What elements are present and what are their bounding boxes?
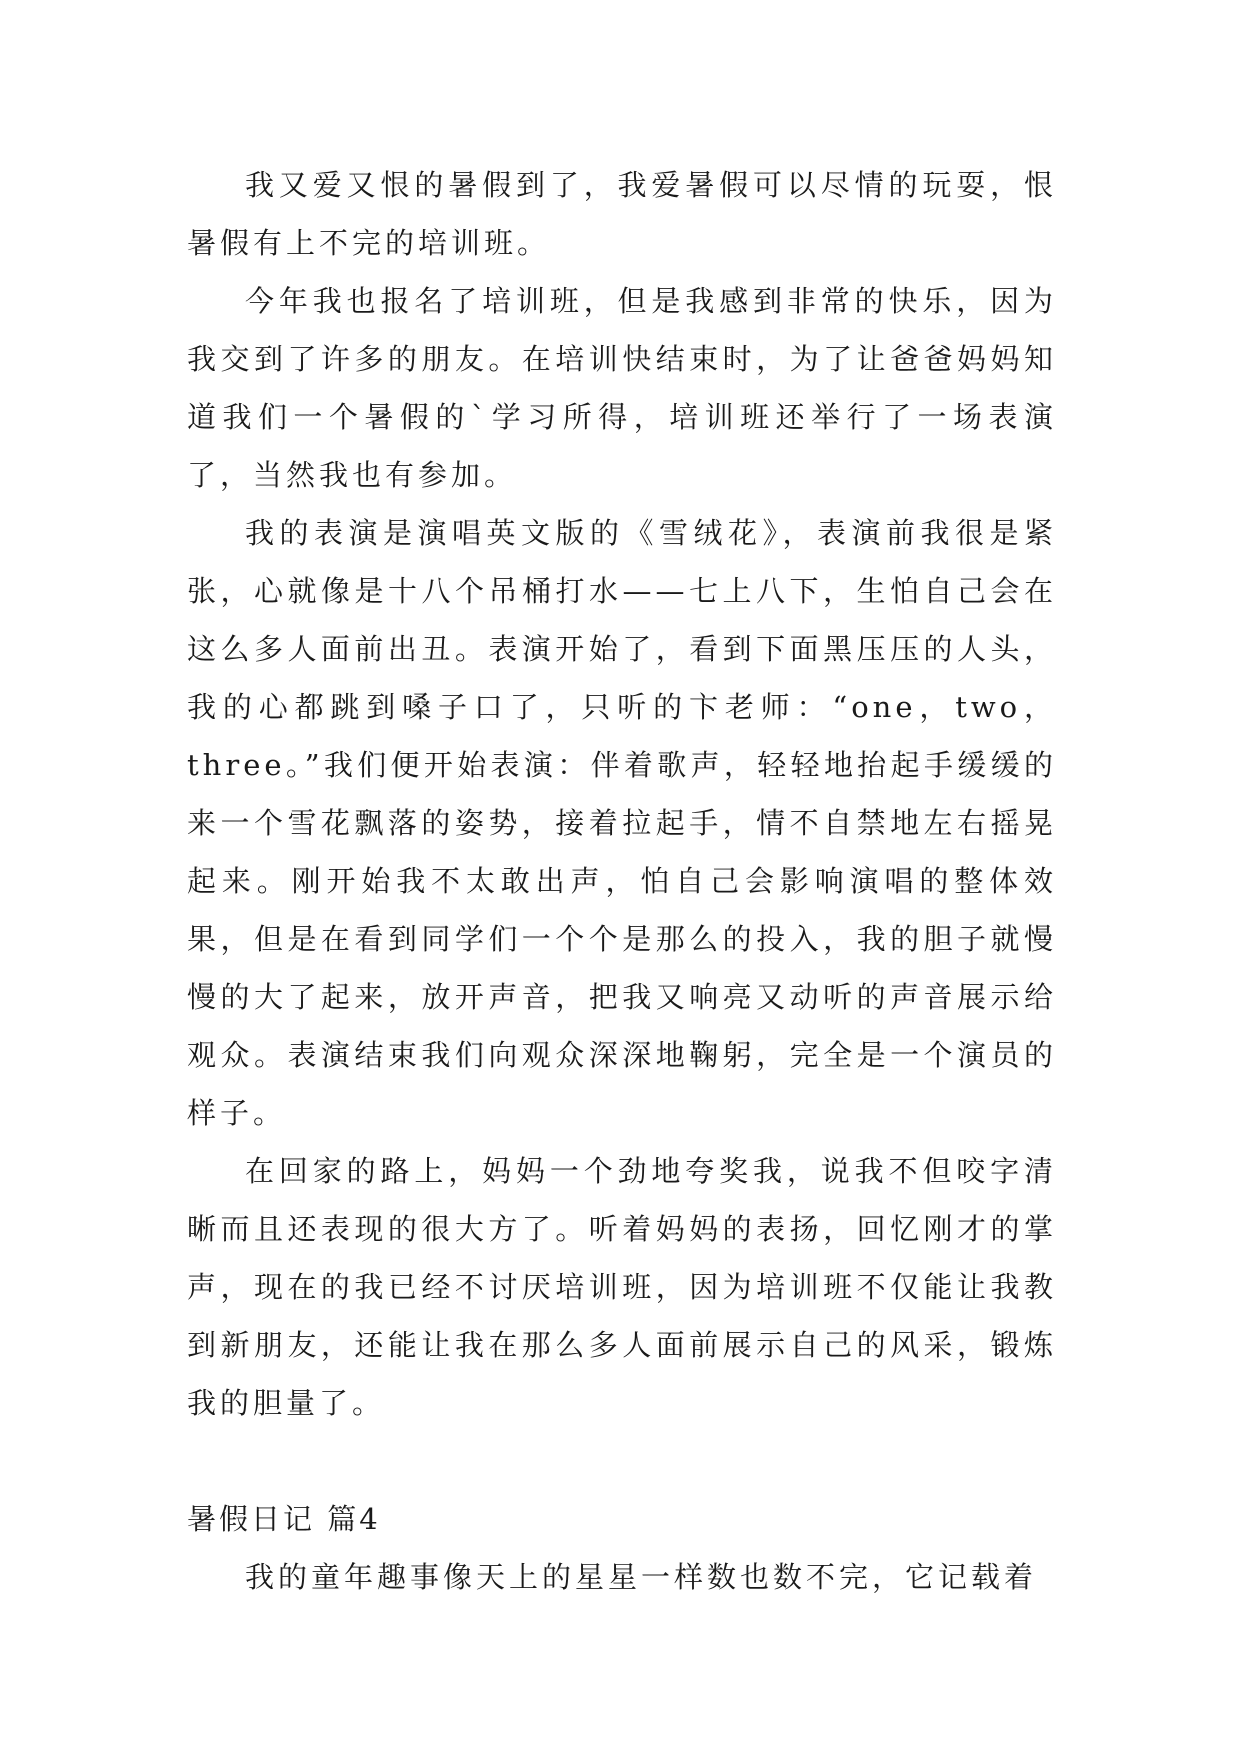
paragraph-2: 今年我也报名了培训班，但是我感到非常的快乐，因为我交到了许多的朋友。在培训快结束时，为了让爸爸妈妈知道我们一个暑假的`学习所得，培训班还举行了一场表演了，当然我也有参加。 [187,284,1057,492]
paragraph-5: 我的童年趣事像天上的星星一样数也数不完，它记载着 [245,1560,1038,1594]
blank-line [187,1432,1057,1490]
section-heading: 暑假日记 篇4 [187,1502,381,1536]
paragraph-4: 在回家的路上，妈妈一个劲地夸奖我，说我不但咬字清晰而且还表现的很大方了。听着妈妈的表扬，回忆刚才的掌声，现在的我已经不讨厌培训班，因为培训班不仅能让我教到新朋友，还能让我在那么多人面前展示自己的风采，锻炼我的胆量了。 [187,1154,1057,1420]
paragraph-3: 我的表演是演唱英文版的《雪绒花》，表演前我很是紧张，心就像是十八个吊桶打水——七上八下，生怕自己会在这么多人面前出丑。表演开始了，看到下面黑压压的人头，我的心都跳到嗓子口了，只听的卞老师：“one，two，three。”我们便开始表演：伴着歌声，轻轻地抬起手缓缓的来一个雪花飘落的姿势，接着拉起手，情不自禁地左右摇晃起来。刚开始我不太敢出声，怕自己会影响演唱的整体效果，但是在看到同学们一个个是那么的投入，我的胆子就慢慢的大了起来，放开声音，把我又响亮又动听的声音展示给观众。表演结束我们向观众深深地鞠躬，完全是一个演员的样子。 [187,516,1057,1130]
document-body [187,156,1057,1606]
paragraph-1: 我又爱又恨的暑假到了，我爱暑假可以尽情的玩耍，恨暑假有上不完的培训班。 [187,168,1057,260]
